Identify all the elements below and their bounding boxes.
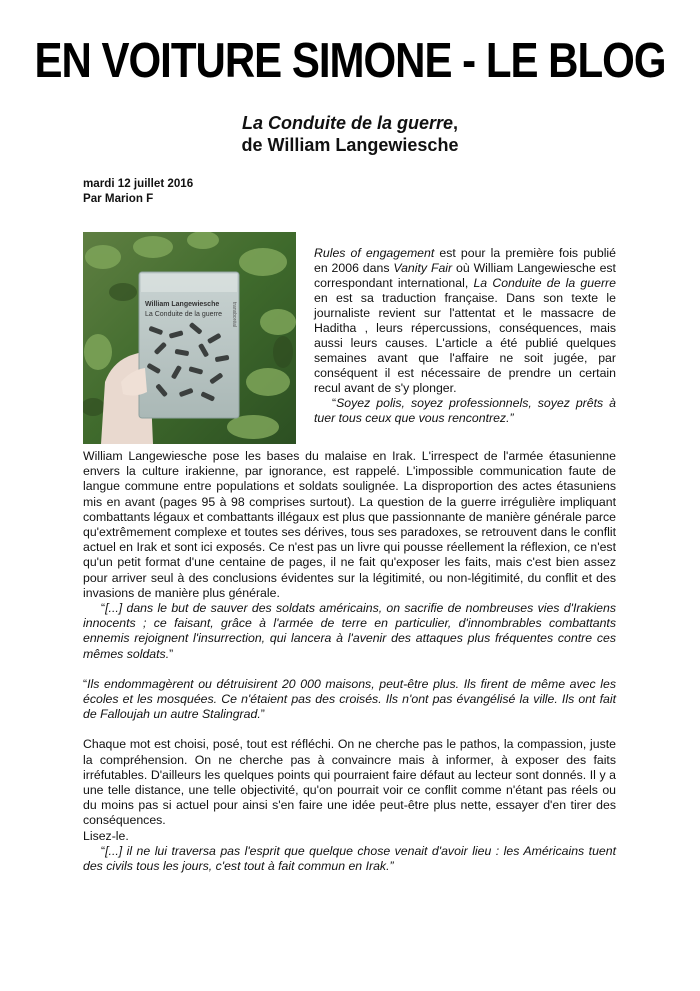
body-paragraph-1: William Langewiesche pose les bases du malaise en Irak. L'irrespect de l'armée étasunienne envers la culture irakienne, par ignorance, est rappelé. L'impossible communication faute de langue commune entre populations et soldats soulignée. La disproportion des actes étasuniens mis en avant (pages 95 à 98 comprises surtout). La question de la guerre irrégulière impliquant combattants légaux et combattants illégaux est plus que passionnante de manière générale parce qu'extrêmement complexe et toutes ses dérives, tous ses paradoxes, se retrouvent dans le conflit actuel en Irak et sont ici exposés. Ce n'est pas un livre qui pousse réellement la réflexion, ce n'est qu'un petit format d'une centaine de pages, il ne fait qu'exposer les faits, mais c'est bien assez pour arriver seul à des conclusions évidentes sur la légitimité, ou non-légitimité, du conflit et des invasions de manière plus générale. (83, 449, 616, 600)
quote-1-open: “ (101, 601, 106, 616)
body-quote-2 (83, 677, 616, 723)
blog-banner: EN VOITURE SIMONE - LE BLOG (34, 32, 666, 88)
intro-text-1: est pour la première fois publié en 2006 dans (314, 246, 617, 275)
quote-2-open: “ (83, 676, 88, 691)
intro-section (314, 246, 616, 426)
intro-quote-open: “ (332, 396, 337, 410)
article-meta (83, 176, 193, 206)
body-quote-1 (83, 601, 616, 662)
intro-paragraph (314, 246, 616, 396)
book-photo (83, 232, 296, 444)
article-byline-title: de William Langewiesche (241, 135, 459, 155)
body-quote-3 (83, 844, 616, 874)
body-closing: Lisez-le. (83, 828, 129, 843)
intro-em-2: Vanity Fair (393, 261, 453, 275)
body-paragraph-2: Chaque mot est choisi, posé, tout est réfléchi. On ne cherche pas le pathos, la compassion, juste la compréhension. On ne cherche pas à convaincre mais à informer, à exposer des faits irréfutables. D'ailleurs les quelques points qui pourraient faire défaut au lecteur sont donnés. Il y a une telle distance, une telle objectivité, qu'on pourrait voir ce conflit comme n'étant pas réels ou du moins pas si actuel pour ainsi s'en faire une idée peut-être plus nette, essayer d'en tirer des conséquences. (83, 737, 616, 828)
svg-text:La Conduite de la guerre: La Conduite de la guerre (145, 311, 223, 318)
title-comma: , (453, 113, 459, 133)
quote-2-text: Ils endommagèrent ou détruisirent 20 000 maisons, peut-être plus. Ils firent de même avec les écoles et les mosquées. Ce n'étaient pas des croisés. Ils n'ont pas évangélisé la ville. Ils ont fait de Falloujah un autre Stalingrad. (83, 676, 616, 722)
svg-text:William Langewiesche: William Langewiesche (145, 301, 220, 308)
article-author: Par Marion F (83, 192, 154, 205)
book-title: La Conduite de la guerre (241, 113, 454, 133)
article-date: mardi 12 juillet 2016 (83, 177, 194, 190)
article-body (83, 449, 616, 874)
intro-em-3: La Conduite de la guerre (473, 276, 616, 290)
intro-text-2: où William Langewiesche est correspondant international, (314, 261, 616, 290)
quote-1-text: [...] dans le but de sauver des soldats américains, on sacrifie de nombreuses vies d'Irakiens innocents ; ce faisant, grâce à l'armée de terre en particulier, d'innombrables combattants ennemis rejoignent l'insurrection, qui lancera à l'avenir des attaques plus fréquentes contre ces mêmes soldats. (83, 601, 616, 661)
intro-em-1: Rules of engagement (314, 246, 435, 260)
quote-2-close: ” (260, 707, 265, 722)
quote-1-close: ” (169, 646, 174, 661)
quote-3-open: “ (101, 843, 106, 858)
intro-quote (314, 396, 616, 426)
intro-quote-text: Soyez polis, soyez professionnels, soyez prêts à tuer tous ceux que vous rencontrez.” (314, 396, 616, 425)
article-title (0, 112, 700, 156)
svg-text:transboréal: transboréal (231, 302, 237, 328)
intro-text-3: en est sa traduction française. Dans son texte le journaliste revient sur l'attentat et le massacre de Haditha , leurs répercussions, conséquences, mais aussi leurs causes. L'article a été publié quelques semaines avant que l'affaire ne soit jugée, par conséquent il est nécessaire de prendre un certain recul avant de s'y plonger. (314, 291, 616, 395)
quote-3-text: [...] il ne lui traversa pas l'esprit que quelque chose venait d'avoir lieu : les Américains tuent des civils tous les jours, c'est tout à fait commun en Irak.” (83, 843, 616, 874)
